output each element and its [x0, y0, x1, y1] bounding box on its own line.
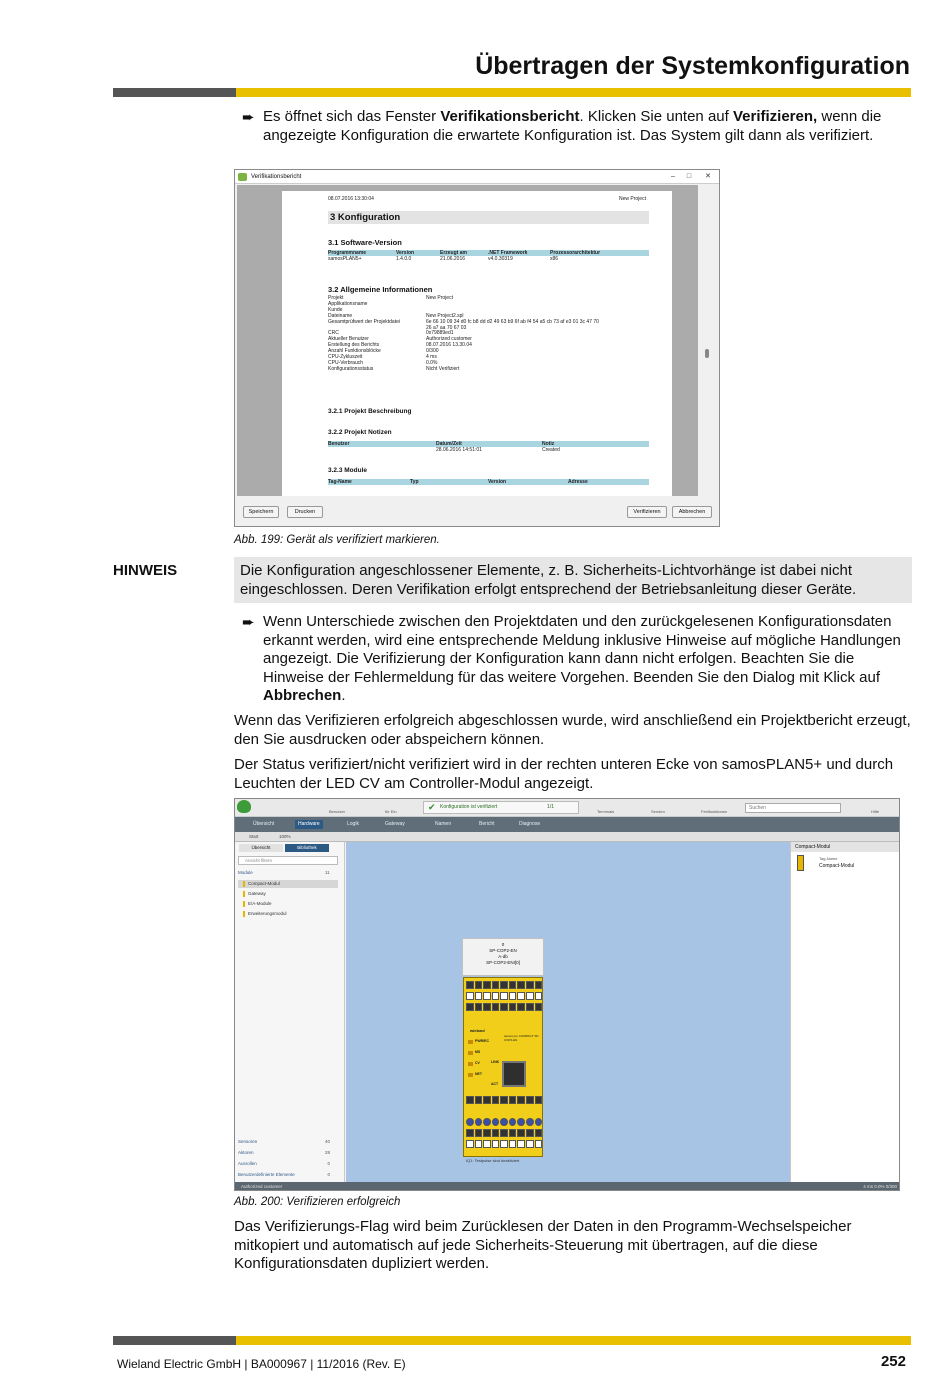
notes-col-header: Datum/Zeit	[436, 441, 462, 447]
report-sub-description: 3.2.1 Projekt Beschreibung	[328, 408, 412, 415]
page-title: Übertragen der Systemkonfiguration	[475, 52, 910, 80]
tag-name-label: Tag-Name	[819, 856, 838, 861]
verification-report-screenshot	[234, 169, 720, 527]
footer-rule-accent	[113, 1336, 236, 1345]
verify-button[interactable]: Verifizieren	[627, 506, 667, 518]
module-list-label: E/A-Module	[248, 901, 272, 906]
differences-end: .	[341, 687, 346, 705]
software-col-header: Programmname	[328, 250, 367, 256]
tab-logic[interactable]: Logik	[347, 821, 359, 827]
scrollbar-thumb[interactable]	[705, 349, 709, 358]
module-list-label: Erweiterungsmodul	[248, 911, 287, 916]
software-cell: 21.06.2016	[440, 256, 466, 262]
verification-status	[423, 801, 579, 814]
toolbar-help[interactable]: Hilfe	[871, 809, 880, 814]
device-model: samos pro COMPACT SP-COP2-EN	[504, 1034, 540, 1042]
report-viewer	[237, 185, 716, 496]
figure-caption-200: Abb. 200: Verifizieren erfolgreich	[234, 1196, 401, 1208]
terminal-row	[466, 1096, 542, 1104]
stat-label: Ausrollen	[238, 1161, 257, 1166]
hinweis-label: HINWEIS	[113, 562, 178, 579]
general-value: 6e 66 10 09 34 d0 fc b8 dd d2 49 63 b9 6f ab f4 54 a5 cb 73 af e3 01 3c 47 70	[426, 318, 599, 325]
report-date: 08.07.2016 13:30:04	[328, 196, 374, 202]
filter-input[interactable]: Ansicht filtern	[238, 856, 338, 865]
current-user: Authorized customer	[241, 1184, 283, 1189]
stat-value: 28	[324, 1150, 330, 1155]
general-value: 0.0%	[426, 359, 438, 366]
module-color-icon	[243, 891, 245, 897]
general-value: Authorized customer	[426, 336, 472, 343]
general-value: Nicht Verifiziert	[426, 365, 460, 372]
modules-col-header: Typ	[410, 479, 419, 485]
led-label: MS	[475, 1050, 481, 1054]
footer-text: Wieland Electric GmbH | BA000967 | 11/2016 (Rev. E)	[117, 1357, 406, 1371]
library-panel	[235, 842, 345, 1182]
device-type: SP-COP2-EN	[489, 948, 517, 953]
toolbar-for-one[interactable]: für Ein	[385, 809, 397, 814]
header-rule-accent	[113, 88, 236, 97]
window-titlebar	[235, 170, 719, 184]
terminal-row	[466, 1140, 542, 1148]
intro-text: . Klicken Sie unten auf	[579, 108, 733, 125]
general-label: Dateiname	[328, 312, 353, 319]
general-value: 26 a7 aa 70 67 03	[426, 324, 467, 331]
status-paragraph: Der Status verifiziert/nicht verifiziert wird in der rechten unteren Ecke von samosPLAN5+ und durch Leuchten der LED CV am Controller-Modul angezeigt.	[234, 756, 894, 792]
stat-row[interactable]	[238, 1150, 338, 1155]
general-label: Anzahl Funktionsblöcke	[328, 348, 381, 355]
general-label: Applikationsname	[328, 300, 368, 307]
toolbar-user[interactable]: Benutzer	[329, 809, 346, 814]
cancel-button[interactable]: Abbrechen	[672, 506, 712, 518]
samosplan-logo-icon	[237, 800, 251, 813]
general-value: New Project	[426, 295, 453, 301]
software-cell: 1.4.0.0	[396, 256, 412, 262]
check-icon: ✔	[428, 802, 436, 812]
footer-rule	[113, 1336, 911, 1345]
status-bar	[235, 1182, 900, 1191]
notes-col-header: Benutzer	[328, 441, 350, 447]
module-list-item[interactable]	[243, 900, 272, 908]
search-input[interactable]: Suchen	[745, 803, 841, 813]
tab-diagnostics[interactable]: Diagnose	[519, 821, 541, 827]
report-sub-modules: 3.2.3 Module	[328, 467, 368, 474]
maximize-button[interactable]: □	[686, 173, 692, 180]
terminal-row	[466, 1003, 542, 1011]
module-list-item[interactable]	[243, 910, 287, 918]
modules-label: Module	[238, 870, 253, 875]
tab-names[interactable]: Namen	[435, 821, 452, 827]
terminal-row	[466, 992, 542, 1000]
software-cell: v4.0.30319	[488, 256, 513, 262]
properties-title: Compact-Modul	[791, 842, 900, 852]
software-col-header: Erzeugt am	[440, 250, 467, 256]
window-title: Verifikationsbericht	[251, 174, 302, 180]
general-value: New Project2.spl	[426, 312, 464, 319]
led-indicator-icon	[468, 1051, 473, 1055]
tab-gateway[interactable]: Gateway	[385, 821, 405, 827]
module-list-item[interactable]	[238, 880, 338, 888]
stat-value: 0	[327, 1172, 330, 1177]
intro-bold-window: Verifikationsbericht	[440, 108, 580, 125]
terminal-row	[466, 1118, 542, 1126]
intro-paragraph	[263, 108, 913, 145]
stat-value: 40	[324, 1139, 330, 1144]
software-cell: samosPLAN5+	[328, 256, 362, 262]
start-button[interactable]: Start	[249, 834, 259, 839]
general-label: Projekt	[328, 295, 344, 301]
arrow-right-icon: ➨	[242, 109, 255, 126]
cpu-status: 4 ms 0.0% 0/300	[863, 1184, 897, 1189]
hardware-canvas[interactable]	[346, 842, 790, 1182]
stat-row[interactable]	[238, 1172, 338, 1177]
differences-bold-cancel: Abbrechen	[263, 687, 342, 705]
stat-row[interactable]	[238, 1139, 338, 1144]
differences-text: Wenn Unterschiede zwischen den Projektdaten und den zurückgelesenen Konfigurationsdaten erkannt werden, wird eine entsprechende Meldung inklusive Hinweise auf mögliche Handlungen angezeigt. Die Verifizierung der Konfiguration kann dann nicht erfolgen. Beachten Sie die Hinweise der Fehlermeldung für das weitere Vorgehen. Beenden Sie den Dialog mit Klick auf	[263, 613, 901, 686]
modules-col-header: Adresse	[568, 479, 588, 485]
device-label	[462, 938, 544, 976]
notes-col-header: Notiz	[542, 441, 555, 447]
general-value: 0x79889ed1	[426, 330, 454, 337]
module-color-icon	[243, 901, 245, 907]
flag-paragraph: Das Verifizierungs-Flag wird beim Zurücklesen der Daten in den Programm-Wechselspeicher mitkopiert und automatisch auf jede Sicherheits-Steuerung mit übertragen, auf die diese Konfigurationsdaten dupliziert werden.	[234, 1218, 852, 1273]
led-indicator-icon	[468, 1073, 473, 1077]
notes-table-header	[328, 441, 649, 447]
tab-overview[interactable]: Übersicht	[253, 821, 275, 827]
stat-label: Benutzerdefinierte Elemente	[238, 1172, 295, 1177]
led-label: NET	[475, 1072, 482, 1076]
module-list-label: Gateway	[248, 891, 266, 896]
tag-name-value[interactable]: Compact-Modul	[819, 863, 855, 869]
testpulse-warning: IQ1: Testpulse sind deaktiviert	[466, 1158, 520, 1163]
report-sub-notes: 3.2.2 Projekt Notizen	[328, 429, 392, 436]
module-color-icon	[243, 911, 245, 917]
device-brand: wieland	[470, 1028, 485, 1033]
general-label: Konfigurationsstatus	[328, 365, 374, 372]
toolbar-send[interactable]: Senden	[651, 809, 665, 814]
led-label: PWR/EC	[475, 1039, 489, 1043]
figure-caption-199: Abb. 199: Gerät als verifiziert markieren.	[234, 534, 440, 546]
device-sub: A-db	[498, 954, 508, 959]
notes-cell: 28.06.2016 14:51:01	[436, 447, 482, 453]
led-indicator-icon	[468, 1062, 473, 1066]
port-act-label: ACT	[491, 1082, 499, 1086]
general-value: 4 ms	[426, 354, 437, 360]
led-label: CV	[475, 1061, 480, 1065]
port-link-label: LINK	[491, 1060, 500, 1064]
report-project: New Project	[619, 196, 646, 202]
general-value: 0/300	[426, 348, 439, 355]
minimize-button[interactable]: –	[671, 173, 675, 180]
arrow-right-icon: ➨	[242, 614, 255, 631]
general-value: 08.07.2016 13.30.04	[426, 342, 472, 349]
general-label: Gesamtprüfwert der Projektdatei	[328, 318, 400, 325]
page-number: 252	[880, 1353, 906, 1370]
software-col-header: Prozessorarchitektur	[550, 250, 601, 256]
samosplan-screenshot	[234, 798, 900, 1191]
print-button[interactable]: Drucken	[287, 506, 323, 518]
report-page	[282, 191, 672, 496]
left-tab-library[interactable]: Bibliothek	[285, 844, 329, 852]
general-label: CRC	[328, 330, 339, 337]
stat-label: Sensoren	[238, 1139, 258, 1144]
report-section-title: 3 Konfiguration	[328, 211, 649, 224]
verified-text: Konfiguration ist verifiziert	[440, 804, 498, 810]
module-color-icon	[243, 881, 245, 887]
hinweis-box: Die Konfiguration angeschlossener Elemente, z. B. Sicherheits-Lichtvorhänge ist dabei nicht eingeschlossen. Deren Verifikation erfolgt entsprechend der Betriebsanleitung dieser Geräte.	[234, 557, 912, 603]
module-thumbnail-icon	[797, 855, 804, 871]
ethernet-port-icon	[502, 1061, 526, 1087]
terminal-row	[466, 1129, 542, 1137]
toolbar-terminals[interactable]: Terminals	[597, 809, 615, 814]
header-rule	[113, 88, 911, 97]
differences-paragraph	[263, 613, 913, 706]
stat-row[interactable]	[238, 1161, 338, 1166]
report-sub-software: 3.1 Software-Version	[328, 238, 402, 247]
stat-value: 0	[327, 1161, 330, 1166]
verification-counter: 1/1	[547, 804, 554, 810]
properties-panel	[790, 842, 900, 1182]
close-button[interactable]: ✕	[705, 173, 711, 180]
tab-hardware[interactable]: Hardware	[295, 820, 323, 829]
software-cell: x86	[550, 256, 559, 262]
app-icon	[238, 173, 247, 181]
general-label: Aktueller Benutzer	[328, 336, 369, 343]
report-paragraph: Wenn das Verifizieren erfolgreich abgeschlossen wurde, wird anschließend ein Projektbericht erzeugt, den Sie ausdrucken oder abspeichern können.	[234, 712, 911, 748]
general-label: Erstellung des Berichts	[328, 342, 380, 349]
modules-col-header: Tag-Name	[328, 479, 352, 485]
software-col-header: Version	[396, 250, 415, 256]
toolbar-malfunctions[interactable]: Fehlfunktionen	[701, 809, 728, 814]
modules-count: 11	[325, 870, 330, 875]
report-scrollbar[interactable]	[698, 185, 716, 496]
intro-bold-button: Verifizieren,	[732, 108, 818, 125]
device-index: 0	[501, 942, 505, 947]
main-tabs	[235, 817, 900, 832]
tab-report[interactable]: Bericht	[479, 821, 495, 827]
left-tab-overview[interactable]: Übersicht	[239, 844, 283, 852]
intro-text: Es öffnet sich das Fenster	[263, 108, 441, 125]
zoom-select[interactable]: 100%	[279, 834, 291, 839]
general-label: CPU-Verbrauch	[328, 359, 364, 366]
modules-col-header: Version	[488, 479, 507, 485]
general-label: Kunde	[328, 306, 343, 313]
controller-module[interactable]	[462, 938, 544, 1163]
module-list-label: Compact-Modul	[248, 881, 280, 886]
terminal-row	[466, 981, 542, 989]
notes-cell: Created	[542, 447, 560, 453]
module-list-item[interactable]	[243, 890, 266, 898]
report-sub-general: 3.2 Allgemeine Informationen	[328, 285, 433, 294]
intro-text: wenn die angezeigte Konfiguration die erwartete Konfiguration ist. Das System gilt dann als verifiziert.	[263, 108, 882, 144]
general-label: CPU-Zykluszeit	[328, 354, 363, 360]
app-toolbar	[235, 799, 900, 817]
stat-label: Aktoren	[238, 1150, 254, 1155]
led-indicator-icon	[468, 1040, 473, 1044]
software-col-header: .NET Framework	[488, 250, 528, 256]
dialog-button-bar	[235, 498, 720, 527]
device-tag: SP-COP2-ENI[0]	[486, 960, 520, 965]
save-button[interactable]: Speichern	[243, 506, 279, 518]
device-body	[463, 977, 543, 1157]
sub-toolbar	[235, 832, 900, 842]
